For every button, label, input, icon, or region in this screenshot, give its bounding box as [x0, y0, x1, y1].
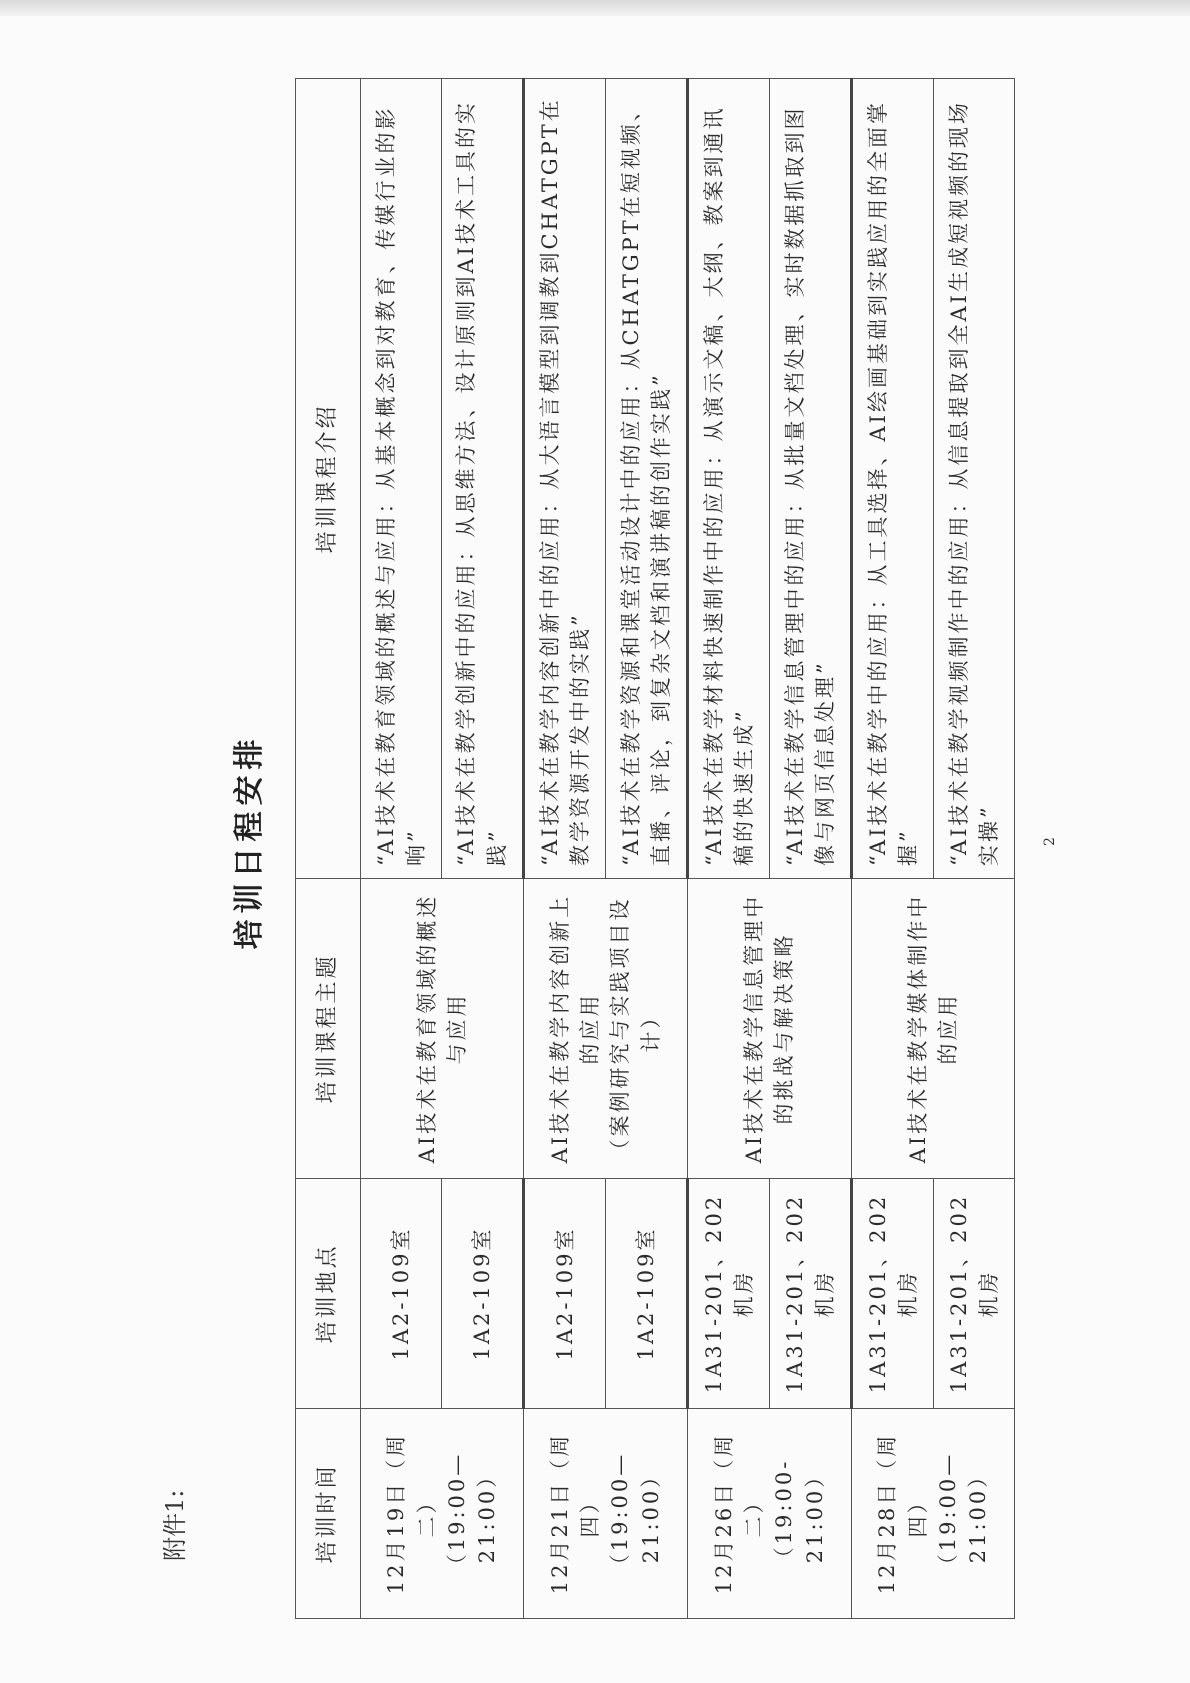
topic-cell: AI技术在教育领域的概述与应用 — [361, 879, 524, 1179]
session-time-cell — [523, 1409, 687, 1619]
table-row — [687, 79, 769, 1619]
location-cell: 1A2-109室 — [605, 1179, 687, 1409]
location-cell: 1A31-201、202机房 — [934, 1179, 1015, 1409]
session-hours: （19:00—21:00） — [608, 1451, 663, 1576]
session-time-cell — [687, 1409, 851, 1619]
description-cell: “AI技术在教学材料快速制作中的应用：从演示文稿、大纲、教案到通讯稿的快速生成” — [687, 79, 769, 879]
session-date: 12月21日（周四） — [547, 1432, 603, 1595]
description-cell: “AI技术在教学资源和课堂活动设计中的应用：从CHATGPT在短视频、直播、评论，到复杂文档和演讲稿的创作实践” — [605, 79, 687, 879]
session-hours: （19:00—21:00） — [444, 1451, 500, 1576]
table-row — [523, 79, 605, 1619]
table-row — [769, 79, 851, 1619]
header-topic: 培训课程主题 — [296, 879, 361, 1179]
session-hours: （19:00—21:00） — [936, 1451, 991, 1576]
location-cell: 1A31-201、202机房 — [852, 1179, 934, 1409]
header-time: 培训时间 — [296, 1409, 361, 1619]
table-row — [605, 79, 687, 1619]
page-number: 2 — [1042, 837, 1058, 846]
topic-note: （案例研究与实践项目设计） — [608, 896, 663, 1161]
topic-cell: AI技术在教学媒体制作中的应用 — [852, 879, 1015, 1179]
schedule-table — [295, 78, 1015, 1619]
session-date: 12月28日（周四） — [875, 1432, 930, 1595]
topic-cell — [523, 879, 687, 1179]
description-cell: “AI技术在教学内容创新中的应用：从大语言模型到调教到CHATGPT在教学资源开发中的实践” — [523, 79, 605, 879]
location-cell: 1A31-201、202机房 — [687, 1179, 769, 1409]
location-cell: 1A2-109室 — [523, 1179, 605, 1409]
location-cell: 1A2-109室 — [361, 1179, 442, 1409]
attachment-label: 附件1: — [161, 1489, 189, 1561]
session-date: 12月26日（周二） — [711, 1432, 767, 1595]
description-cell: “AI技术在教育领域的概述与应用：从基本概念到对教育、传媒行业的影响” — [361, 79, 442, 879]
table-row — [441, 79, 523, 1619]
header-description: 培训课程介绍 — [296, 79, 361, 879]
topic-cell: AI技术在教学信息管理中的挑战与解决策略 — [687, 879, 851, 1179]
table-header-row — [296, 79, 361, 1619]
description-cell: “AI技术在教学信息管理中的应用：从批量文档处理、实时数据抓取到图像与网页信息处理” — [769, 79, 851, 879]
topic-text: AI技术在教学内容创新上的应用 — [547, 893, 603, 1164]
session-hours: （19:00- 21:00） — [772, 1458, 827, 1569]
table-row — [852, 79, 934, 1619]
session-time-cell — [852, 1409, 1015, 1619]
description-cell: “AI技术在教学创新中的应用：从思维方法、设计原则到AI技术工具的实践” — [441, 79, 523, 879]
location-cell: 1A31-201、202机房 — [769, 1179, 851, 1409]
description-cell: “AI技术在教学中的应用：从工具选择、AI绘画基础到实践应用的全面掌握” — [852, 79, 934, 879]
table-row — [361, 79, 442, 1619]
session-time-cell — [361, 1409, 524, 1619]
description-cell: “AI技术在教学视频制作中的应用：从信息提取到全AI生成短视频的现场实操” — [934, 79, 1015, 879]
header-location: 培训地点 — [296, 1179, 361, 1409]
session-date: 12月19日（周二） — [384, 1432, 439, 1595]
page-title: 培训日程安排 — [232, 733, 267, 950]
table-row — [934, 79, 1015, 1619]
location-cell: 1A2-109室 — [441, 1179, 523, 1409]
